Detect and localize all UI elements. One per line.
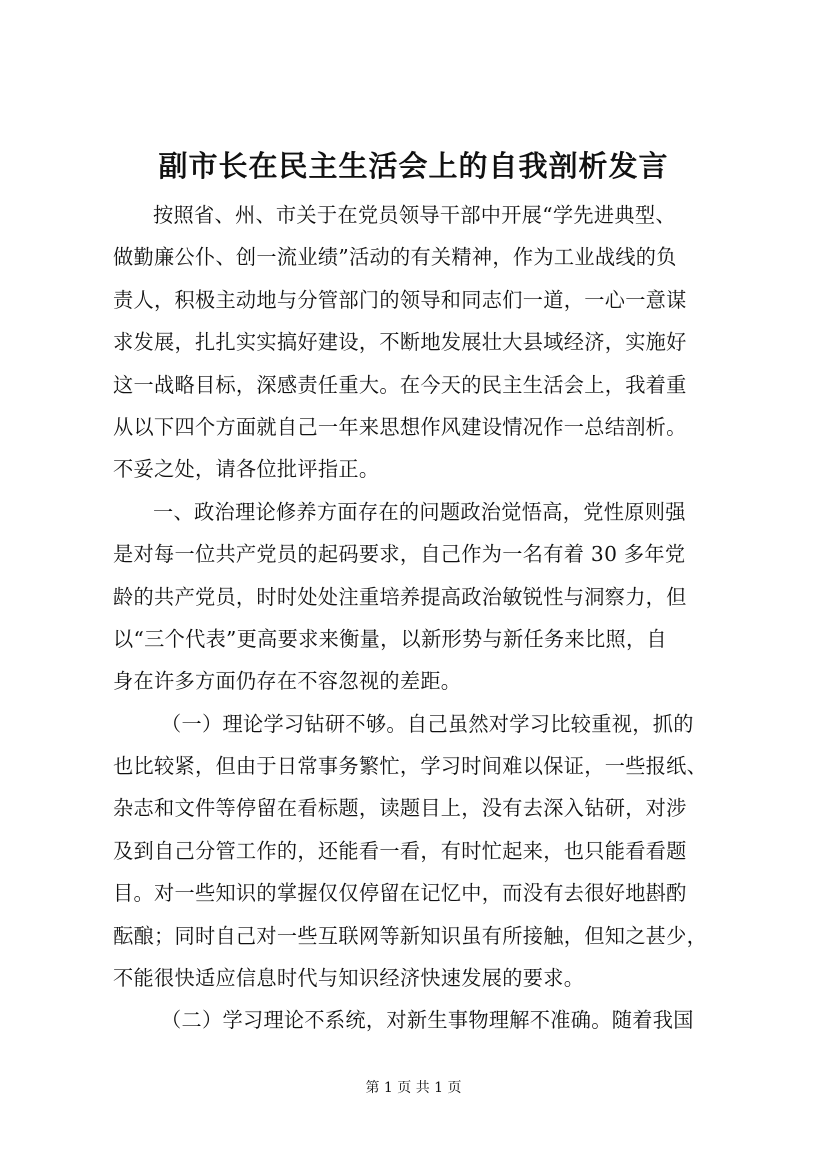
body-line-2: 做勤廉公仆、创一流业绩”活动的有关精神，作为工业战线的负	[113, 245, 677, 270]
body-line-9: 是对每一位共产党员的起码要求，自己作为一名有着 30 多年党	[113, 542, 686, 567]
body-line-5: 这一战略目标，深感责任重大。在今天的民主生活会上，我着重	[113, 372, 687, 397]
body-line-19: 不能很快适应信息时代与知识经济快速发展的要求。	[113, 966, 585, 991]
body-line-6: 从以下四个方面就自己一年来思想作风建设情况作一总结剖析。	[113, 414, 687, 439]
body-line-15: 杂志和文件等停留在看标题，读题目上，没有去深入钻研，对涉	[113, 796, 687, 821]
body-line-17: 目。对一些知识的掌握仅仅停留在记忆中，而没有去很好地斟酌	[113, 881, 687, 906]
body-line-13: （一）理论学习钻研不够。自己虽然对学习比较重视，抓的	[161, 711, 694, 736]
body-line-11: 以“三个代表”更高要求来衡量，以新形势与新任务来比照，自	[113, 626, 667, 651]
body-line-8: 一、政治理论修养方面存在的问题政治觉悟高，党性原则强	[153, 499, 686, 524]
body-line-12: 身在许多方面仍存在不容忽视的差距。	[113, 669, 462, 694]
body-line-7: 不妥之处，请各位批评指正。	[113, 457, 380, 482]
body-line-20: （二）学习理论不系统，对新生事物理解不准确。随着我国	[161, 1008, 694, 1033]
body-line-10: 龄的共产党员，时时处处注重培养提高政治敏锐性与洞察力，但	[113, 584, 687, 609]
body-line-18: 酝酿；同时自己对一些互联网等新知识虽有所接触，但知之甚少，	[113, 923, 708, 948]
body-line-14: 也比较紧，但由于日常事务繁忙，学习时间难以保证，一些报纸、	[113, 754, 708, 779]
page-title: 副市长在民主生活会上的自我剖析发言	[158, 149, 669, 183]
body-line-3: 责人，积极主动地与分管部门的领导和同志们一道，一心一意谋	[113, 287, 687, 312]
body-line-16: 及到自己分管工作的，还能看一看，有时忙起来，也只能看看题	[113, 838, 687, 863]
body-line-4: 求发展，扎扎实实搞好建设，不断地发展壮大县域经济，实施好	[113, 330, 687, 355]
document-body	[113, 194, 719, 1042]
page-footer: 第 1 页 共 1 页	[365, 1080, 462, 1096]
body-line-1: 按照省、州、市关于在党员领导干部中开展“学先进典型、	[153, 203, 676, 227]
